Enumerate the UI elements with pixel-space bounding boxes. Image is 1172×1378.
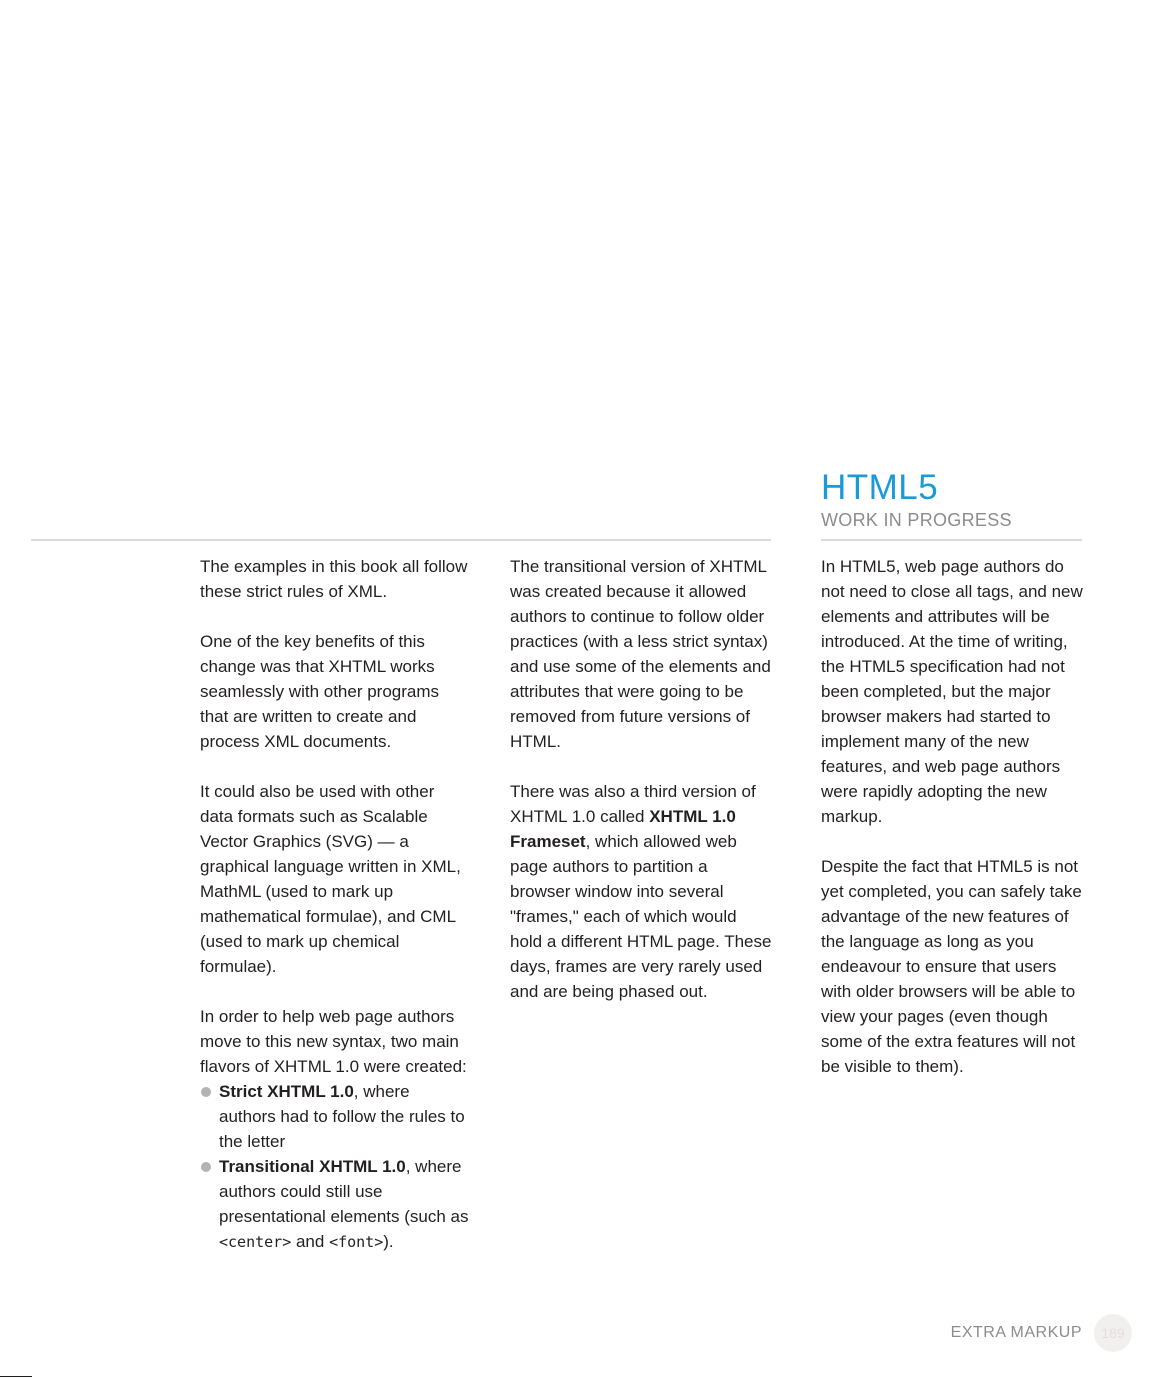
list-item-term: Strict XHTML 1.0 (219, 1082, 354, 1101)
paragraph: It could also be used with other data formats such as Scalable Vector Graphics (SVG) — a graphical language written in XML, MathML (used to mark up mathematical formulae), and CML (used to mark up chemical formulae). (200, 782, 461, 976)
section-divider-main (31, 539, 771, 541)
crop-mark (0, 1376, 32, 1377)
list-item-text: , where authors could still use presentational elements (such as (219, 1157, 469, 1226)
code-center: <center> (219, 1233, 292, 1251)
list-item-text: , where authors had to follow the rules to the letter (219, 1082, 465, 1151)
paragraph-text: There was also a third version of XHTML 1.0 called (510, 782, 756, 826)
footer-section-label: EXTRA MARKUP (950, 1324, 1082, 1341)
paragraph: The examples in this book all follow these strict rules of XML. (200, 557, 468, 601)
paragraph: Despite the fact that HTML5 is not yet completed, you can safely take advantage of the new features of the language as long as you endeavour to ensure that users with older browsers will be able to view your pages (even though some of the extra features will not be visible to them). (821, 857, 1082, 1076)
list-item (200, 1079, 470, 1154)
text-column-1 (200, 554, 470, 1255)
bullet-list (200, 1079, 470, 1255)
sidebar-title: HTML5 (821, 468, 939, 507)
term-xhtml-frameset: XHTML 1.0 Frameset (510, 807, 736, 851)
code-font: <font> (329, 1233, 384, 1251)
page-number-badge: 189 (1094, 1314, 1132, 1352)
paragraph-text: , which allowed web page authors to partition a browser window into several "frames," each of which would hold a different HTML page. These days, frames are very rarely used and are being phased out. (510, 832, 772, 1001)
paragraph: In HTML5, web page authors do not need to close all tags, and new elements and attributes will be introduced. At the time of writing, the HTML5 specification had not been completed, but the major browser makers had started to implement many of the new features, and web page authors were rapidly adopting the new markup. (821, 557, 1083, 826)
section-divider-sidebar (821, 539, 1082, 541)
bullet-dot-icon (201, 1162, 211, 1172)
sidebar-subtitle: WORK IN PROGRESS (821, 510, 1012, 530)
list-item-text: and (291, 1232, 330, 1251)
paragraph (510, 779, 772, 1004)
text-column-2 (510, 554, 772, 1029)
list-item (200, 1154, 470, 1255)
list-item-text: ). (383, 1232, 394, 1251)
paragraph: In order to help web page authors move to this new syntax, two main flavors of XHTML 1.0 were created: (200, 1007, 467, 1076)
paragraph: The transitional version of XHTML was created because it allowed authors to continue to follow older practices (with a less strict syntax) and use some of the elements and attributes that were going to be removed from future versions of HTML. (510, 557, 771, 751)
sidebar-column (821, 554, 1086, 1104)
bullet-dot-icon (201, 1087, 211, 1097)
list-item-term: Transitional XHTML 1.0 (219, 1157, 406, 1176)
paragraph: One of the key benefits of this change was that XHTML works seamlessly with other programs that are written to create and process XML documents. (200, 632, 440, 751)
